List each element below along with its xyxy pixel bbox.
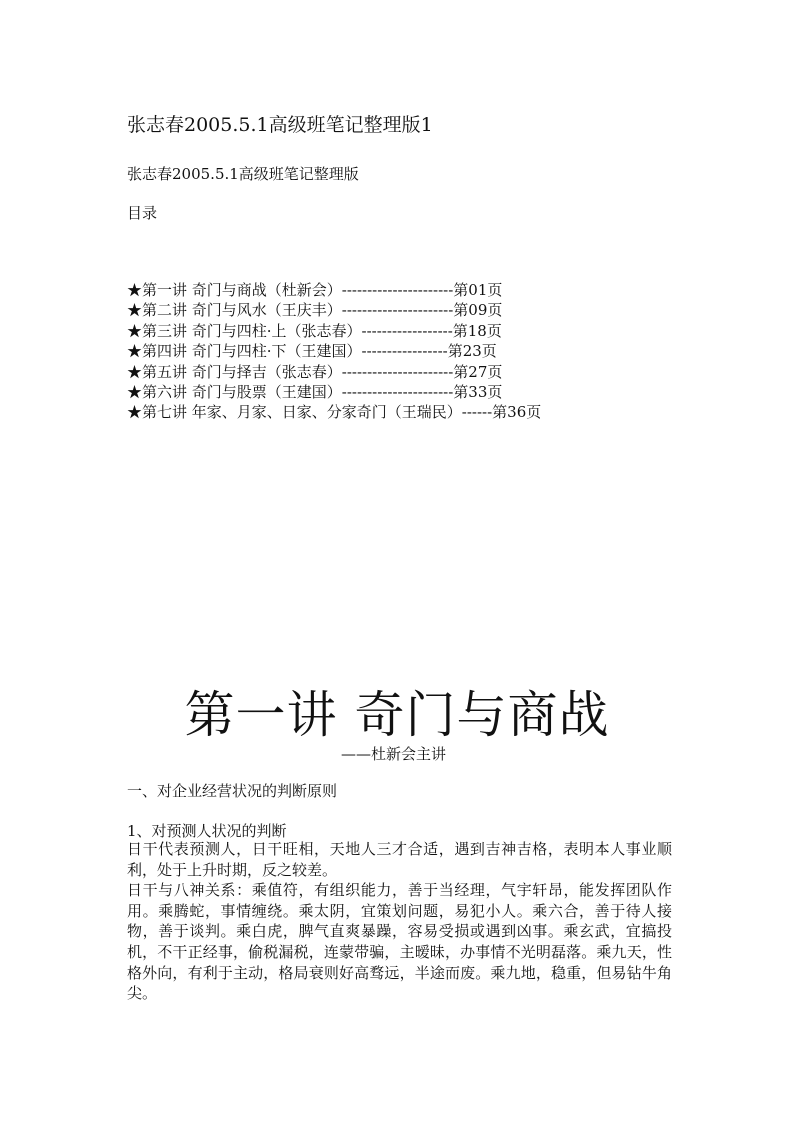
sub-heading: 1、对预测人状况的判断 — [127, 822, 287, 840]
toc-entry-5: ★第五讲 奇门与择吉（张志春）----------------------第27页 — [127, 362, 503, 381]
toc-entry-6: ★第六讲 奇门与股票（王建国）----------------------第33页 — [127, 383, 503, 402]
table-of-contents — [127, 280, 541, 423]
document-title: 张志春2005.5.1高级班笔记整理版1 — [127, 114, 433, 136]
toc-entry-2: ★第二讲 奇门与风水（王庆丰）----------------------第09页 — [127, 301, 503, 320]
toc-entry-3: ★第三讲 奇门与四柱·上（张志春）------------------第18页 — [127, 321, 502, 340]
section-heading: 一、对企业经营状况的判断原则 — [127, 782, 338, 800]
lecture-speaker: ——杜新会主讲 — [341, 745, 447, 763]
toc-entry-7: ★第七讲 年家、月家、日家、分家奇门（王瑞民）------第36页 — [127, 403, 542, 422]
body-paragraph: 日干与八神关系：乘值符，有组织能力，善于当经理，气宇轩昂，能发挥团队作用。乘腾蛇，事情缠绕。乘太阴，宜策划问题，易犯小人。乘六合，善于待人接物，善于谈判。乘白虎，脾气直爽暴躁，容易受损或遇到凶事。乘玄武，宜搞投机，不干正经事，偷税漏税，连蒙带骗，主暧昧，办事情不光明磊落。乘九天，性格外向，有利于主动，格局衰则好高骛远，半途而废。乘九地，稳重，但易钻牛角尖。 — [127, 881, 672, 1003]
body-paragraph: 日干代表预测人，日干旺相，天地人三才合适，遇到吉神吉格，表明本人事业顺利，处于上升时期，反之较差。 — [127, 840, 672, 879]
toc-heading: 目录 — [127, 204, 158, 222]
toc-entry-4: ★第四讲 奇门与四柱·下（王建国）-----------------第23页 — [127, 342, 497, 361]
toc-entry-1: ★第一讲 奇门与商战（杜新会）----------------------第01页 — [127, 281, 503, 299]
lecture-title: 第一讲 奇门与商战 — [184, 686, 610, 744]
body-text — [127, 839, 672, 1004]
document-subtitle: 张志春2005.5.1高级班笔记整理版 — [127, 165, 359, 183]
